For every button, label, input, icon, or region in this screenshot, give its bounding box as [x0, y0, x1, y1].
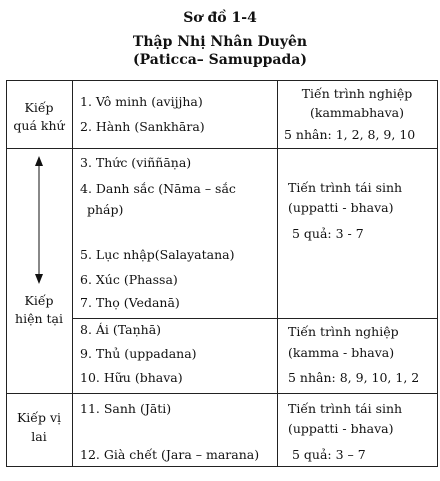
row-divider-3: [6, 393, 438, 394]
factor-1: 1. Vô minh (avijjha): [80, 94, 203, 109]
process-present-a-line1: Tiến trình tái sinh: [288, 180, 403, 195]
factor-3: 3. Thức (viññāṇa): [80, 155, 192, 170]
factor-4-cont: pháp): [87, 202, 124, 217]
factor-6: 6. Xúc (Phassa): [80, 272, 178, 287]
period-present-line2: hiện tại: [15, 311, 63, 326]
period-present-line1: Kiếp: [24, 293, 54, 308]
table-border-top: [6, 80, 438, 81]
factor-11: 11. Sanh (Jāti): [80, 401, 172, 416]
row-divider-1: [6, 148, 438, 149]
diagram-number: Sơ đồ 1-4: [183, 10, 257, 26]
period-past-line1: Kiếp: [24, 100, 54, 115]
factor-12: 12. Già chết (Jara – marana): [80, 447, 260, 462]
table-border-right: [437, 80, 438, 466]
process-past-line1: Tiến trình nghiệp: [301, 86, 413, 101]
column-divider-2: [277, 80, 278, 466]
period-future-line1: Kiếp vị: [16, 410, 62, 425]
process-present-b-line2: (kamma - bhava): [288, 345, 395, 360]
process-future-line1: Tiến trình tái sinh: [288, 401, 403, 416]
process-past-line2: (kammabhava): [310, 105, 404, 120]
process-future-line2: (uppatti - bhava): [288, 421, 394, 436]
process-present-a-line2: (uppatti - bhava): [288, 200, 394, 215]
period-future-line2: lai: [31, 429, 47, 444]
diagram-title: Thập Nhị Nhân Duyên: [132, 34, 308, 50]
double-arrow-icon: [33, 156, 45, 284]
diagram-subtitle: (Paticca– Samuppada): [133, 52, 307, 68]
factor-2: 2. Hành (Sankhāra): [80, 119, 205, 134]
process-past-line3: 5 nhân: 1, 2, 8, 9, 10: [284, 127, 416, 142]
period-past-line2: quá khứ: [13, 118, 65, 133]
factor-8: 8. Ái (Taṇhā): [80, 322, 162, 337]
factor-9: 9. Thủ (uppadana): [80, 346, 197, 361]
table-border-bottom: [6, 466, 438, 467]
factor-5: 5. Lục nhập(Salayatana): [80, 247, 235, 262]
factor-10: 10. Hữu (bhava): [80, 370, 183, 385]
factor-7: 7. Thọ (Vedanā): [80, 295, 180, 310]
process-present-b-line1: Tiến trình nghiệp: [288, 324, 399, 339]
process-future-line3: 5 quả: 3 – 7: [292, 447, 366, 462]
column-divider-1: [72, 80, 73, 466]
process-present-a-line3: 5 quả: 3 - 7: [292, 226, 364, 241]
table-border-left: [6, 80, 7, 466]
process-present-b-line3: 5 nhân: 8, 9, 10, 1, 2: [288, 370, 420, 385]
row-divider-2: [72, 318, 438, 319]
factor-4: 4. Danh sắc (Nāma – sắc: [80, 181, 236, 196]
